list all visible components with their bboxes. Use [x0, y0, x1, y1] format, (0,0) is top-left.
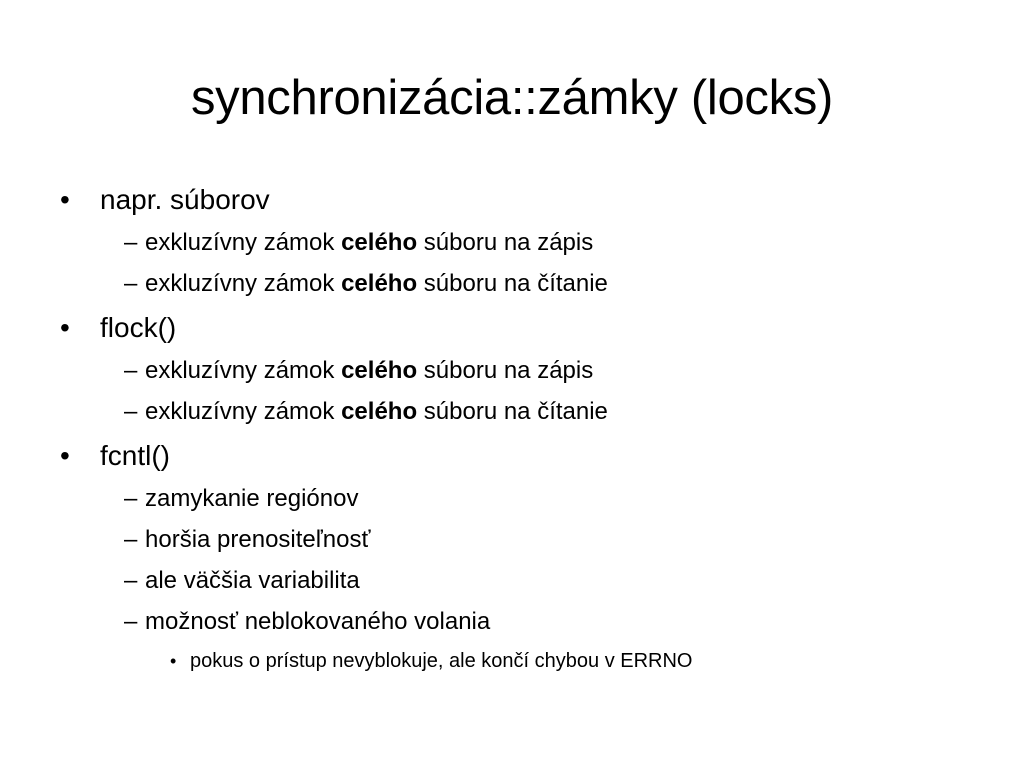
slide-title: synchronizácia::zámky (locks)	[190, 71, 834, 125]
sub-sub-bullet-text: pokus o prístup nevyblokuje, ale končí chybou v ERRNO	[190, 650, 693, 672]
bullet-text: fcntl()	[100, 440, 170, 471]
bold-word: celého	[341, 357, 418, 384]
dash-marker: –	[124, 608, 138, 635]
text-part: súboru na zápis	[417, 357, 594, 384]
dash-marker: –	[124, 567, 138, 594]
sub-bullet-text: ale väčšia variabilita	[145, 567, 360, 594]
bold-word: celého	[341, 270, 418, 297]
text-part: exkluzívny zámok	[145, 357, 342, 384]
sub-bullet-text	[145, 227, 593, 259]
text-part: exkluzívny zámok	[145, 398, 342, 425]
sub-bullet-text: horšia prenositeľnosť	[145, 526, 371, 553]
bullet-marker: •	[60, 440, 70, 471]
dash-marker: –	[124, 270, 138, 297]
sub-bullet-text	[145, 355, 593, 387]
sub-bullet-text	[145, 396, 608, 428]
dash-marker: –	[124, 485, 138, 512]
text-part: súboru na zápis	[417, 229, 594, 256]
bullet-marker: •	[60, 312, 70, 343]
bullet-text: flock()	[100, 312, 177, 343]
bold-word: celého	[341, 229, 418, 256]
dash-marker: –	[124, 229, 138, 256]
bullet-text: napr. súborov	[100, 184, 270, 215]
sub-bullet-text: možnosť neblokovaného volania	[145, 608, 491, 635]
dash-marker: –	[124, 526, 138, 553]
bullet-marker: •	[170, 651, 177, 671]
dash-marker: –	[124, 357, 138, 384]
sub-bullet-text	[145, 268, 608, 300]
text-part: exkluzívny zámok	[145, 270, 342, 297]
dash-marker: –	[124, 398, 138, 425]
text-part: súboru na čítanie	[417, 398, 608, 425]
text-part: exkluzívny zámok	[145, 229, 342, 256]
bold-word: celého	[341, 398, 418, 425]
bullet-marker: •	[60, 184, 70, 215]
text-part: súboru na čítanie	[417, 270, 608, 297]
sub-bullet-text: zamykanie regiónov	[145, 485, 359, 512]
